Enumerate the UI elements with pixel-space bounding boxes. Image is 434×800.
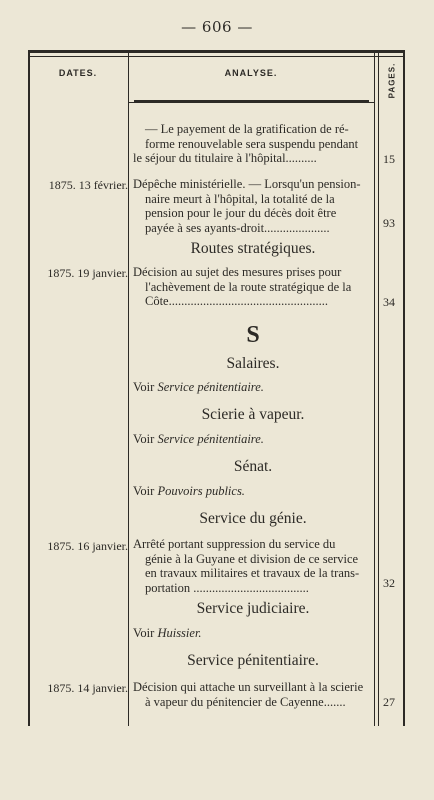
entry-penit-date: 1875. 14 janvier. [47, 681, 128, 695]
entry-routes-date: 1875. 19 janvier. [47, 266, 128, 280]
entry-penit-text: Décision qui attache un surveillant à la scierie à vapeur du pénitencier de Cayenne....... [133, 680, 364, 709]
voir-judiciaire: Voir Huissier. [133, 626, 202, 640]
entry-depeche-date: 1875. 13 février. [48, 178, 128, 192]
voir-salaires: Voir Service pénitentiaire. [133, 380, 264, 394]
voir-senat: Voir Pouvoirs publics. [133, 484, 245, 498]
entry-gratification-text: — Le payement de la gratification de ré- forme renouvelable sera suspendu pendant le séjour du titulaire à l'hôpital.......... [133, 122, 359, 165]
header-pages: PAGES. [387, 62, 397, 99]
heading-routes-strategiques: Routes stratégiques. [190, 240, 316, 257]
entry-depeche-page: 93 [383, 216, 395, 230]
top-rule-thin [28, 56, 405, 57]
date-column-divider [128, 50, 129, 726]
page-number: — 606 — [181, 18, 253, 36]
header-rule-thick [134, 100, 369, 103]
heading-service-penitentiaire: Service pénitentiaire. [187, 652, 319, 669]
heading-senat: Sénat. [233, 458, 273, 475]
heading-service-judiciaire: Service judiciaire. [196, 600, 310, 617]
index-table [28, 50, 405, 726]
entry-genie-text: Arrêté portant suppression du service du génie à la Guyane et division de ce service en travaux militaires et travaux de la trans- portation ..................................... [133, 537, 360, 595]
header-analyse: ANALYSE. [224, 68, 278, 78]
entry-depeche-text: Dépêche ministérielle. — Lorsqu'un pension- naire meurt à l'hôpital, la totalité de la pension pour le jour du décès doit être payée à ses ayants-droit..................... [133, 177, 361, 235]
entry-routes-text: Décision au sujet des mesures prises pour l'achèvement de la route stratégique de la Côte................................................... [133, 265, 352, 308]
heading-salaires: Salaires. [226, 355, 280, 372]
entry-gratification-page: 15 [383, 152, 395, 166]
entry-genie-page: 32 [383, 576, 395, 590]
heading-service-genie: Service du génie. [199, 510, 307, 527]
entry-penit-page: 27 [383, 695, 395, 709]
heading-scierie: Scierie à vapeur. [201, 406, 305, 423]
entry-genie-date: 1875. 16 janvier. [47, 539, 128, 553]
voir-scierie: Voir Service pénitentiaire. [133, 432, 264, 446]
header-dates: DATES. [58, 68, 98, 78]
section-letter: S [246, 322, 260, 348]
left-border [28, 50, 30, 726]
pages-column-divider [374, 50, 375, 726]
right-border [403, 50, 405, 726]
top-rule-thick [28, 50, 405, 53]
entry-routes-page: 34 [383, 295, 395, 309]
